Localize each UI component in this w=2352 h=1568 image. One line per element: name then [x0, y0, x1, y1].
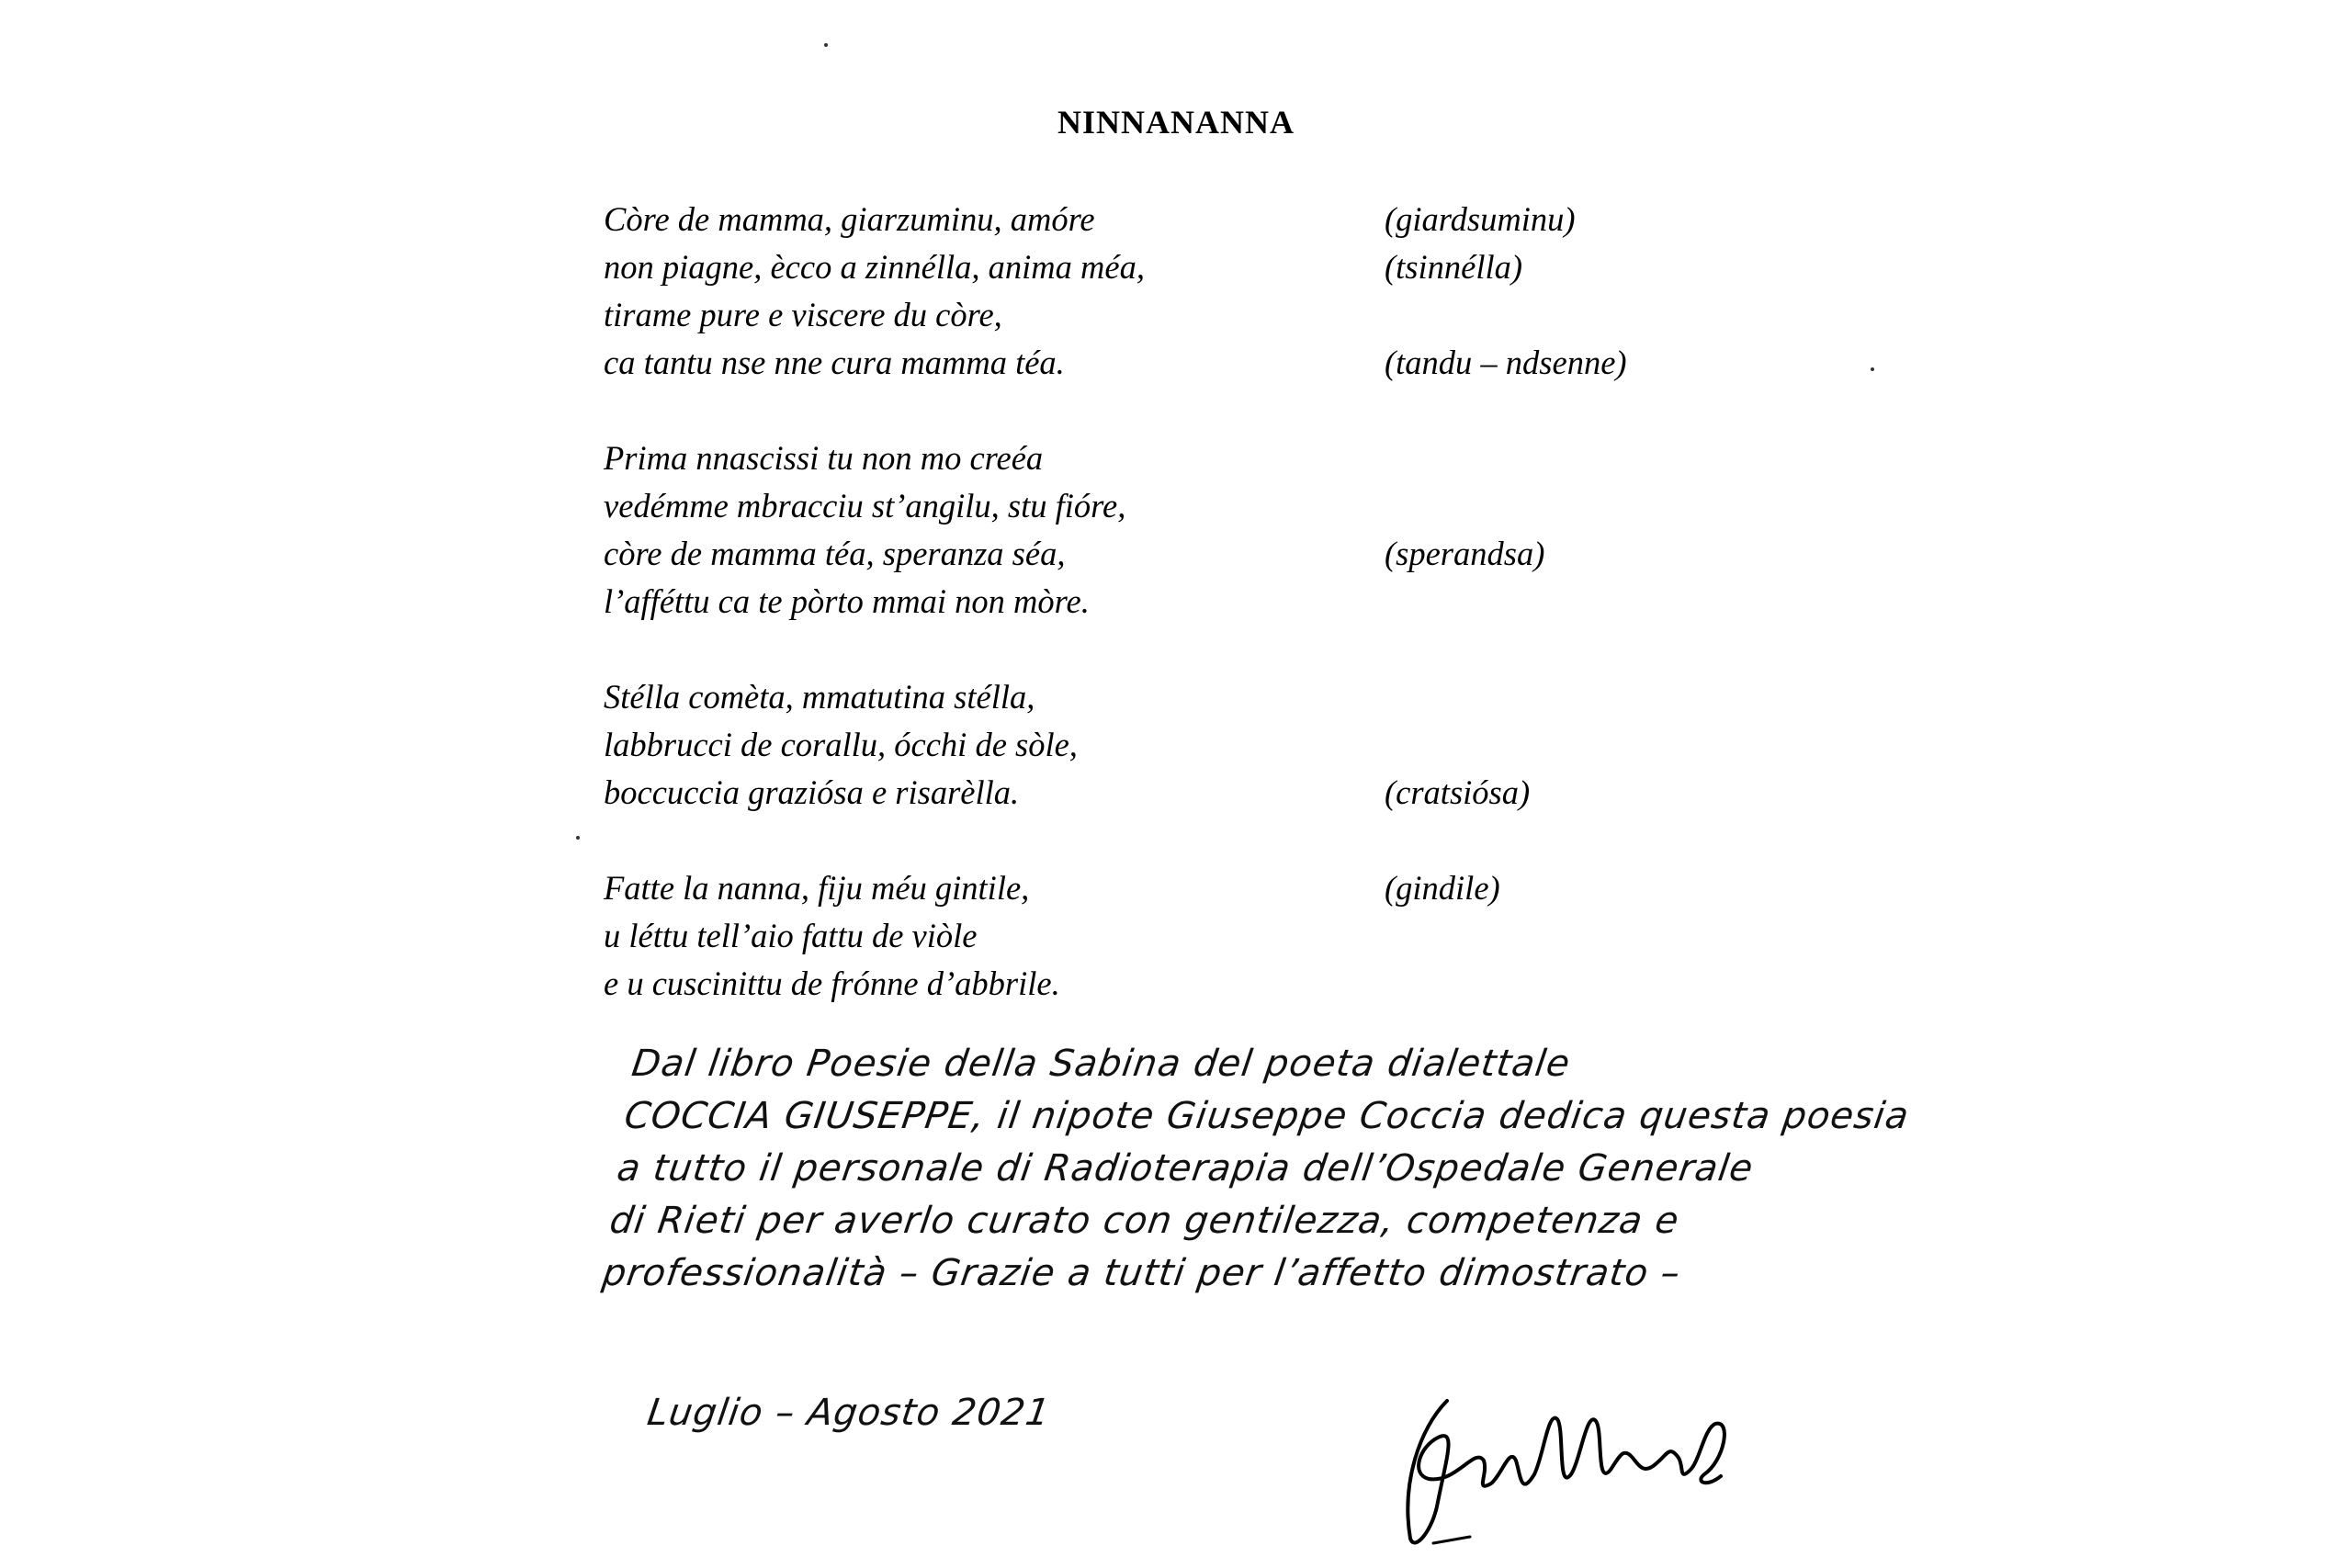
handwritten-date: Luglio – Agosto 2021: [644, 1392, 1054, 1434]
poem-line: [604, 434, 1798, 482]
handwritten-line: a tutto il personale di Radioterapia dell’Ospedale Generale: [614, 1147, 1757, 1190]
poem-line-text: l’afféttu ca te pòrto mmai non mòre.: [604, 582, 1090, 620]
poem-line: [604, 196, 1798, 243]
poem-line-text: e u cuscinittu de frónne d’abbrile.: [604, 964, 1060, 1002]
scan-speck: [576, 836, 580, 840]
pronunciation-note: (gindile): [1385, 869, 1500, 907]
handwritten-line: COCCIA GIUSEPPE, il nipote Giuseppe Coccia dedica questa poesia: [621, 1095, 1912, 1137]
pronunciation-note: (tsinnélla): [1385, 248, 1523, 286]
poem-line: [604, 721, 1798, 769]
handwritten-dedication: [599, 1038, 1922, 1300]
stanza-2: [604, 434, 1798, 626]
handwritten-line: di Rieti per averlo curato con gentilezza, competenza e: [606, 1200, 1682, 1242]
poem-line-text: u léttu tell’aio fattu de viòle: [604, 917, 978, 954]
poem-line-text: Prima nnascissi tu non mo creéa: [604, 439, 1044, 477]
pronunciation-note: (tandu – ndsenne): [1385, 344, 1627, 381]
stanza-4: [604, 864, 1798, 1008]
handwritten-line: Dal libro Poesie della Sabina del poeta dialettale: [628, 1043, 1574, 1085]
poem-line: [604, 912, 1798, 960]
poem-line-text: còre de mamma téa, speranza séa,: [604, 535, 1066, 572]
poem-line: [604, 578, 1798, 626]
poem-line: [604, 243, 1798, 291]
poem-line-text: tirame pure e viscere du còre,: [604, 296, 1002, 333]
poem-body: [604, 196, 1798, 1055]
poem-line-text: Còre de mamma, giarzuminu, amóre: [604, 200, 1095, 238]
pronunciation-note: (giardsuminu): [1385, 200, 1576, 238]
poem-line-text: non piagne, ècco a zinnélla, anima méa,: [604, 248, 1145, 286]
stanza-3: [604, 673, 1798, 817]
signature-scribble: [1383, 1373, 1769, 1557]
scan-speck: [1871, 367, 1874, 371]
poem-line-text: labbrucci de corallu, ócchi de sòle,: [604, 726, 1078, 763]
poem-line: [604, 291, 1798, 339]
poem-line: [604, 769, 1798, 817]
poem-line: [604, 673, 1798, 721]
poem-line: [604, 530, 1798, 578]
stanza-1: [604, 196, 1798, 387]
poem-line: [604, 960, 1798, 1008]
poem-line-text: boccuccia graziósa e risarèlla.: [604, 773, 1020, 811]
poem-line-text: vedémme mbracciu st’angilu, stu fióre,: [604, 487, 1126, 525]
scan-speck: [824, 43, 828, 47]
poem-line: [604, 864, 1798, 912]
poem-line-text: ca tantu nse nne cura mamma téa.: [604, 344, 1065, 381]
poem-line: [604, 482, 1798, 530]
poem-line: [604, 339, 1798, 387]
poem-line-text: Fatte la nanna, fiju méu gintile,: [604, 869, 1030, 907]
pronunciation-note: (cratsiósa): [1385, 773, 1531, 811]
handwritten-line: professionalità – Grazie a tutti per l’affetto dimostrato –: [599, 1252, 1684, 1294]
pronunciation-note: (sperandsa): [1385, 535, 1545, 572]
poem-line-text: Stélla comèta, mmatutina stélla,: [604, 678, 1035, 716]
poem-title: NINNANANNA: [1057, 104, 1295, 141]
